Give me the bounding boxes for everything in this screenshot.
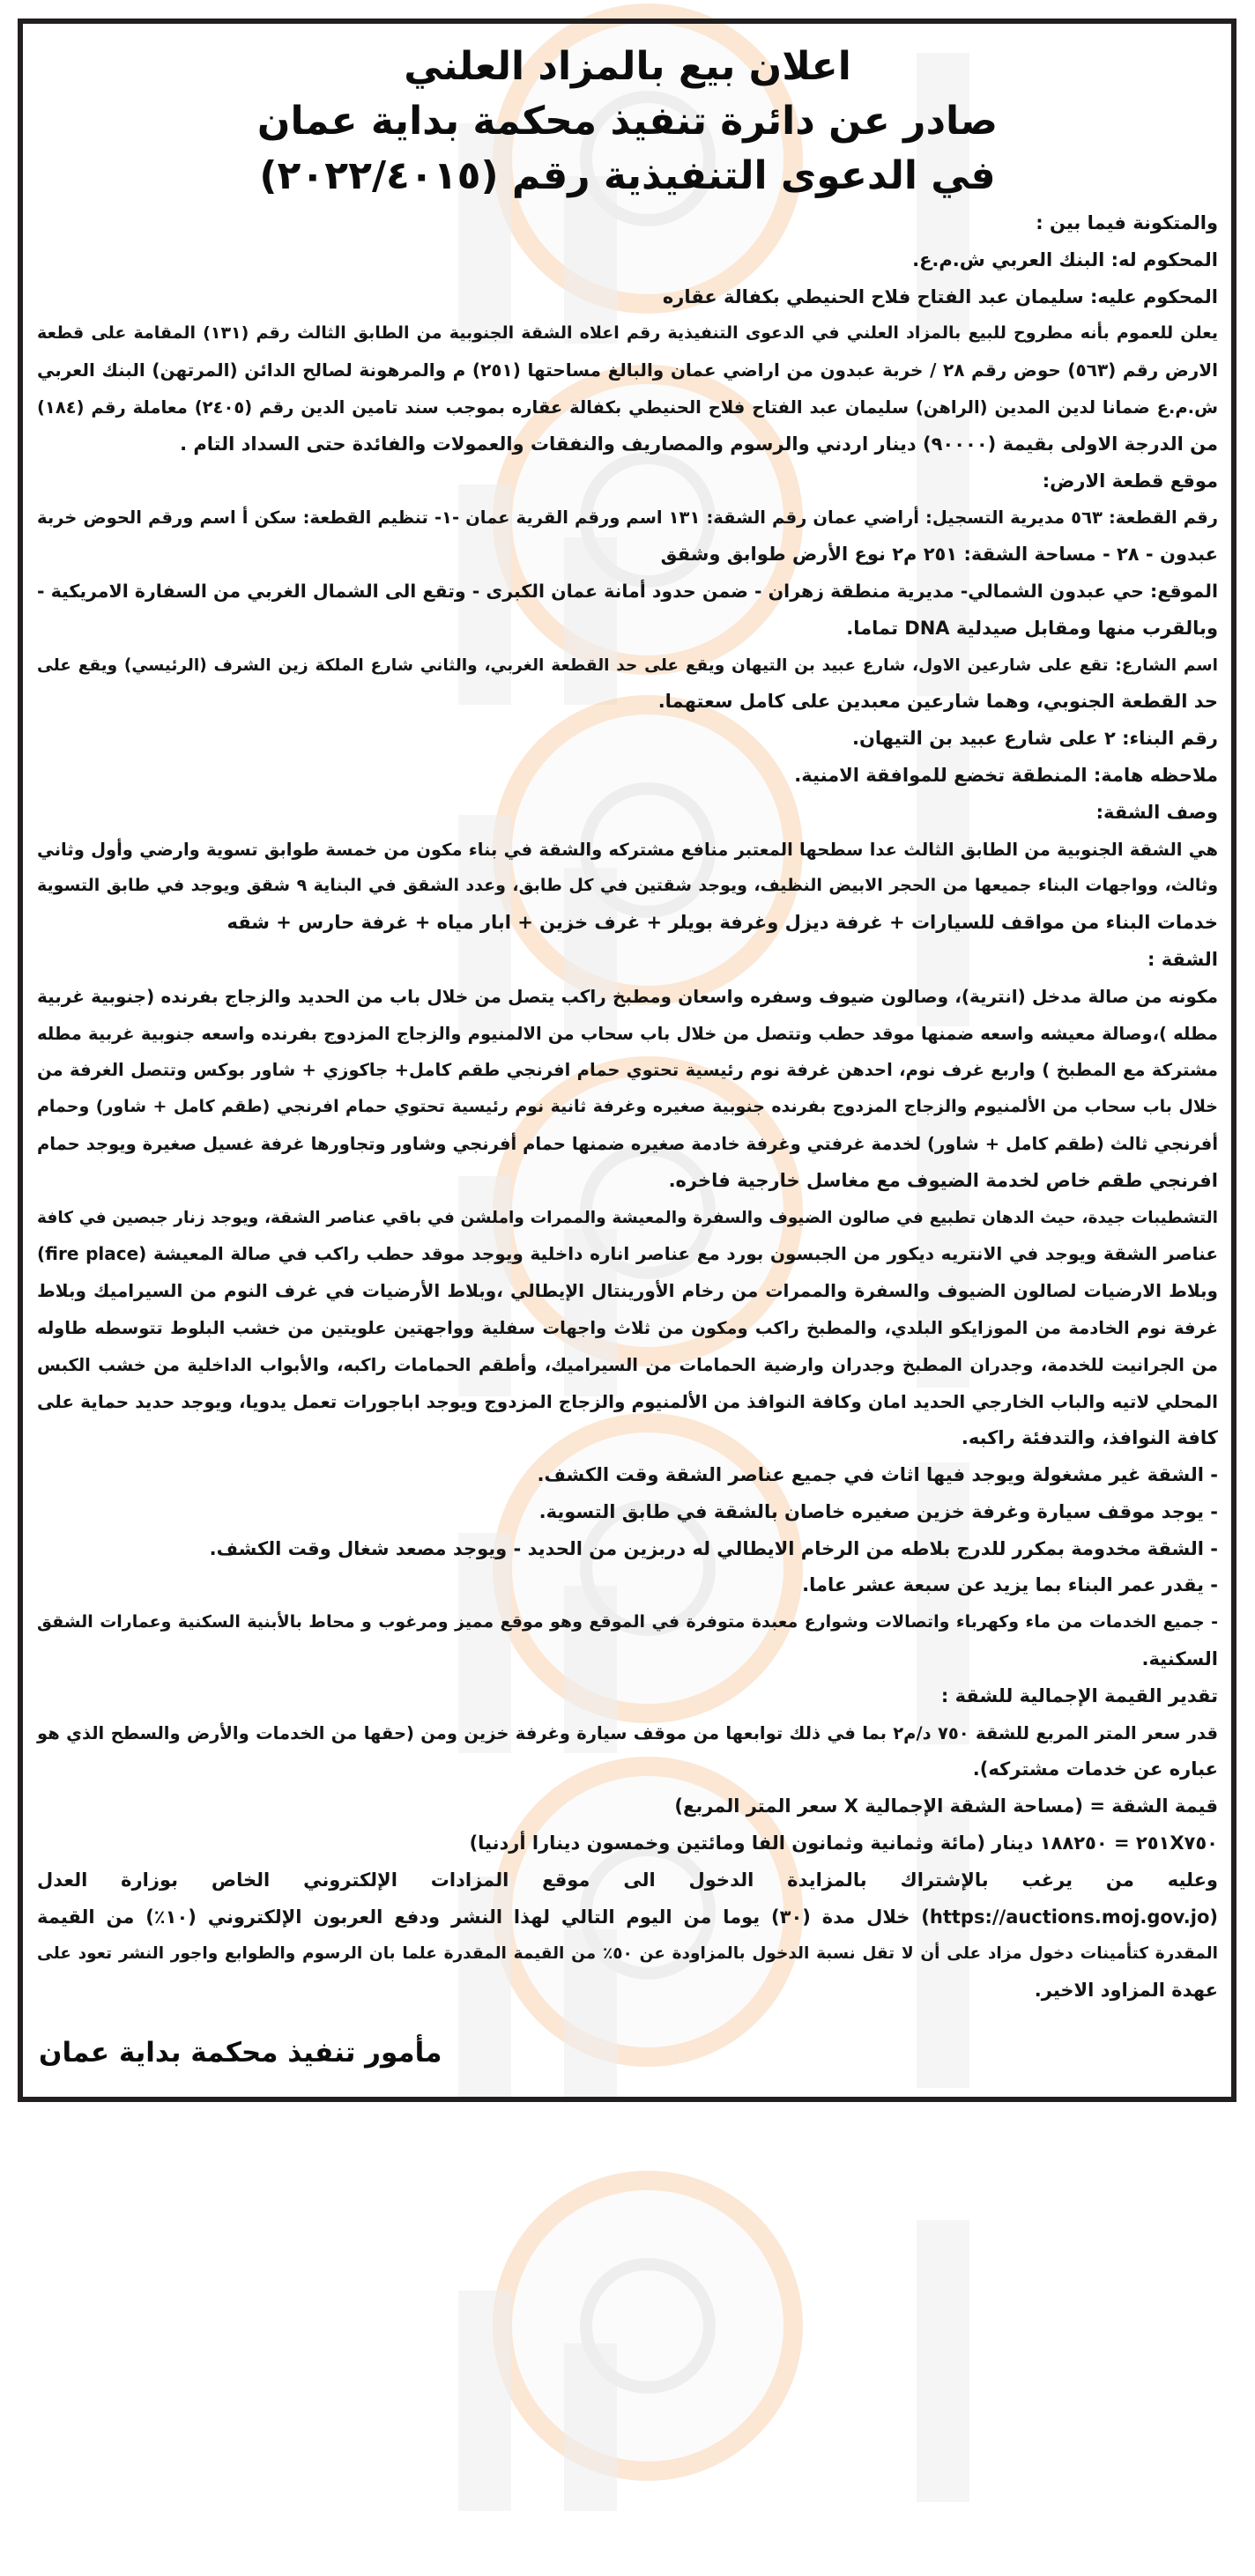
- text-line: السكنية.: [1141, 1648, 1218, 1670]
- text-line: (https://auctions.moj.gov.jo) خلال مدة (٣٠) يوما من اليوم التالي لهذا النشر ودفع العربون الإلكتروني (١٠٪) من القيمة: [37, 1906, 1218, 1928]
- text-line: المحكوم عليه: سليمان عبد الفتاح فلاح الحنيطي بكفالة عقاره: [662, 285, 1218, 307]
- text-line: خدمات البناء من مواقف للسيارات + غرفة ديزل وغرفة بويلر + غرف خزين + ابار مياه + غرفة حارس + شقه: [226, 912, 1218, 934]
- text-line: مكونه من صالة مدخل (انترية)، وصالون ضيوف وسفره واسعان ومطبخ راكب يتصل من خلال باب من الحديد والزجاج بفرنده (جنوبية غربية: [37, 985, 1218, 1007]
- notice-title: [26, 40, 1229, 204]
- paragraph: [37, 1678, 1218, 1715]
- paragraph: [37, 1200, 1218, 1458]
- paragraph: [37, 500, 1218, 574]
- text-line: خلال باب سحاب من الألمنيوم والزجاج المزدوج بفرنده جنوبية صغيره وغرفة ثانية نوم رئيسية تحتوي حمام افرنجي (طقم كامل + شاور) وحمام: [37, 1097, 1218, 1117]
- text-line: قدر سعر المتر المربع للشقة ٧٥٠ د/م٢ بما في ذلك توابعها من موقف سيارة وغرفة خزين ومن (حقها من الخدمات والأرض والسطح الذي هو: [37, 1722, 1218, 1743]
- paragraph: [37, 979, 1218, 1200]
- text-line: عهدة المزاود الاخير.: [1034, 1980, 1218, 2002]
- signature: مأمور تنفيذ محكمة بداية عمان: [39, 2037, 442, 2069]
- text-line: موقع قطعة الارض:: [1042, 470, 1218, 492]
- text-line: ملاحظه هامة: المنطقة تخضع للموافقة الامنية.: [794, 764, 1218, 786]
- text-line: افرنجي طقم خاص لخدمة الضيوف مع مغاسل خارجية فاخره.: [668, 1169, 1218, 1191]
- paragraph: [37, 574, 1218, 648]
- paragraph: [37, 1567, 1218, 1604]
- paragraph: [37, 463, 1218, 500]
- paragraph: [37, 758, 1218, 795]
- text-line: عباره عن خدمات مشتركه).: [972, 1758, 1218, 1780]
- text-line: وبالقرب منها ومقابل صيدلية DNA تماما.: [846, 617, 1218, 639]
- text-line: مشتركة مع المطبخ ) واربع غرف نوم، احدهن غرفة نوم رئيسية تحتوي حمام افرنجي طقم كامل+ جاكوزي + شاور بوكس وتتصل الغرفة من: [37, 1060, 1218, 1081]
- text-line: المقدرة كتأمينات دخول مزاد على أن لا تقل نسبة الدخول بالمزاودة عن ٥٠٪ من القيمة المقدرة علما بان الرسوم والطوابع واجور النشر تعود على: [37, 1944, 1219, 1964]
- text-line: المحلي لاتيه والباب الخارجي الحديد امان وكافة النوافذ من الألمنيوم والزجاج المزدوج ويوجد اباجورات تعمل يدويا، ويوجد حديد حماية على: [37, 1390, 1218, 1412]
- text-line: - يوجد موقف سيارة وغرفة خزين صغيره خاصان بالشقة في طابق التسوية.: [538, 1500, 1218, 1522]
- text-line: من الجرانيت للخدمة، وجدران المطبخ وجدران وارضية الحمامات من السيراميك، وأطقم الحمامات راكبه، والأبواب الداخلية من خشب الكبس: [37, 1354, 1218, 1375]
- text-line: - الشقة غير مشغولة ويوجد فيها اثاث في جميع عناصر الشقة وقت الكشف.: [537, 1464, 1218, 1486]
- text-line: - يقدر عمر البناء بما يزيد عن سبعة عشر عاما.: [802, 1574, 1218, 1596]
- paragraph: [37, 205, 1218, 242]
- paragraph: [37, 1715, 1218, 1789]
- text-line: هي الشقة الجنوبية من الطابق الثالث عدا سطحها المعتبر منافع مشتركه والشقة في بناء مكون من خمسة طوابق تسوية وارضي وأول وثاني: [37, 839, 1218, 860]
- text-line: وثالث، وواجهات البناء جميعها من الحجر الابيض النظيف، ويوجد شقتين في كل طابق، وعدد الشقق في البناية ٩ شقق ويوجد في طابق التسوية: [37, 876, 1219, 896]
- paragraph: [37, 242, 1218, 279]
- paragraph: [37, 1862, 1218, 2010]
- paragraph: [37, 1494, 1218, 1531]
- text-line: - جميع الخدمات من ماء وكهرباء واتصالات وشوارع معبدة متوفرة في الموقع وهو موقع مميز ومرغوب و محاط بالأبنية السكنية وعمارات الشقق: [37, 1612, 1218, 1632]
- paragraph: [37, 1457, 1218, 1494]
- text-line: والمتكونة فيما بين :: [1036, 212, 1218, 233]
- text-line: التشطيبات جيدة، حيث الدهان تطبيع في صالون الضيوف والسفرة والمعيشة والممرات واملشن في باقي عناصر الشقة، ويوجد زنار جبصين في كافة: [37, 1208, 1218, 1227]
- text-line: ٢٥١X٧٥٠ = ١٨٨٢٥٠ دينار (مائة وثمانية وثمانون الفا ومائتين وخمسون دينارا أردنيا): [469, 1832, 1218, 1854]
- text-line: عبدون - ٢٨ - مساحة الشقة: ٢٥١ م٢ نوع الأرض طوابق وشقق: [660, 544, 1218, 566]
- paragraph: [37, 279, 1218, 316]
- text-line: المحكوم له: البنك العربي ش.م.ع.: [912, 248, 1218, 270]
- paragraph: [37, 832, 1218, 942]
- paragraph: [37, 795, 1218, 832]
- text-line: غرفة نوم الخادمة من الموزايكو البلدي، والمطبخ راكب ومكون من ثلاث واجهات سفلية وواجهتين علويتين من خشب البلوط تتوسطه طاوله: [37, 1317, 1218, 1338]
- text-line: حد القطعة الجنوبي، وهما شارعين معبدين على كامل سعتهما.: [657, 691, 1218, 713]
- text-line: اسم الشارع: تقع على شارعين الاول، شارع عبيد بن التيهان ويقع على حد القطعة الغربي، والثاني شارع الملكة زين الشرف (الرئيسي) ويقع على: [37, 655, 1218, 675]
- text-line: رقم البناء: ٢ على شارع عبيد بن التيهان.: [852, 728, 1218, 750]
- text-line: الموقع: حي عبدون الشمالي- مديرية منطقة زهران - ضمن حدود أمانة عمان الكبرى - وتقع الى الشمال الغربي من السفارة الامريكية -: [36, 580, 1218, 602]
- text-line: من الدرجة الاولى بقيمة (٩٠٠٠٠) دينار اردني والرسوم والمصاريف والنفقات والعمولات والفائدة حتى السداد التام .: [180, 433, 1218, 455]
- text-line: كافة النوافذ، والتدفئة راكبه.: [961, 1427, 1218, 1449]
- clock-logo-icon: [458, 2180, 969, 2511]
- text-line: تقدير القيمة الإجمالية للشقة :: [940, 1684, 1218, 1706]
- paragraph: [37, 1531, 1218, 1568]
- text-line: الارض رقم (٥٦٣) حوض رقم ٢٨ / خربة عبدون من اراضي عمان والبالغ مساحتها (٢٥١) م والمرهونة لصالح الدائن (المرتهن) البنك العربي: [37, 359, 1218, 381]
- text-line: ش.م.ع ضمانا لدين المدين (الراهن) سليمان عبد الفتاح فلاح الحنيطي بكفالة عقاره بموجب سند تامين الدين رقم (٢٤٠٥) معاملة رقم (١٨٤): [37, 396, 1218, 418]
- text-line: يعلن للعموم بأنه مطروح للبيع بالمزاد العلني في الدعوى التنفيذية رقم اعلاه الشقة الجنوبية من الطابق الثالث رقم (١٣١) المقامة على قطعة: [37, 323, 1218, 344]
- paragraph: [37, 942, 1218, 979]
- paragraph: [37, 315, 1218, 463]
- text-line: مطله )،وصالة معيشه واسعه ضمنها موقد حطب وتتصل من خلال باب سحاب من الالمنيوم والزجاج المزدوج بفرنده واسعه جنوبية غربية مطله: [37, 1023, 1218, 1044]
- paragraph: [37, 1788, 1218, 1825]
- notice-body: [37, 205, 1218, 2010]
- text-line: - الشقة مخدومة بمكرر للدرج بلاطه من الرخام الايطالي له دربزين من الحديد - ويوجد مصعد شغال وقت الكشف.: [209, 1537, 1218, 1559]
- text-line: الشقة :: [1147, 948, 1218, 970]
- paragraph: [37, 721, 1218, 758]
- text-line: وبلاط الارضيات لصالون الضيوف والسفرة والممرات من رخام الأورينتال الإيطالي ،وبلاط الأرضيات في غرف النوم من السيراميك وبلاط: [37, 1280, 1218, 1302]
- text-line: أفرنجي ثالث (طقم كامل + شاور) لخدمة غرفتي وغرفة خادمة صغيره ضمنها حمام أفرنجي وشاور وتجاورها غرفة غسيل صغيرة ويوجد حمام: [37, 1133, 1218, 1154]
- title-line: صادر عن دائرة تنفيذ محكمة بداية عمان: [256, 99, 999, 144]
- title-line: اعلان بيع بالمزاد العلني: [404, 44, 851, 89]
- text-line: قيمة الشقة = (مساحة الشقة الإجمالية X سعر المتر المربع): [674, 1795, 1218, 1817]
- paragraph: [37, 1604, 1218, 1678]
- text-line: وعليه من يرغب بالإشتراك بالمزايدة الدخول الى موقع المزادات الإلكتروني الخاص بوزارة العدل: [37, 1869, 1218, 1891]
- text-line: عناصر الشقة ويوجد في الانتريه ديكور من الجبسون بورد مع عناصر اناره داخلية ويوجد موقد حطب راكب في صالة المعيشة (fire place): [37, 1243, 1218, 1265]
- text-line: رقم القطعة: ٥٦٣ مديرية التسجيل: أراضي عمان رقم الشقة: ١٣١ اسم ورقم القرية عمان -١- تنظيم القطعة: سكن أ اسم ورقم الحوض خربة: [37, 507, 1218, 529]
- text-line: وصف الشقة:: [1095, 801, 1218, 823]
- title-line: في الدعوى التنفيذية رقم (٢٠٢٢/٤٠١٥): [259, 153, 996, 198]
- paragraph: [37, 1825, 1218, 1862]
- paragraph: [37, 648, 1218, 722]
